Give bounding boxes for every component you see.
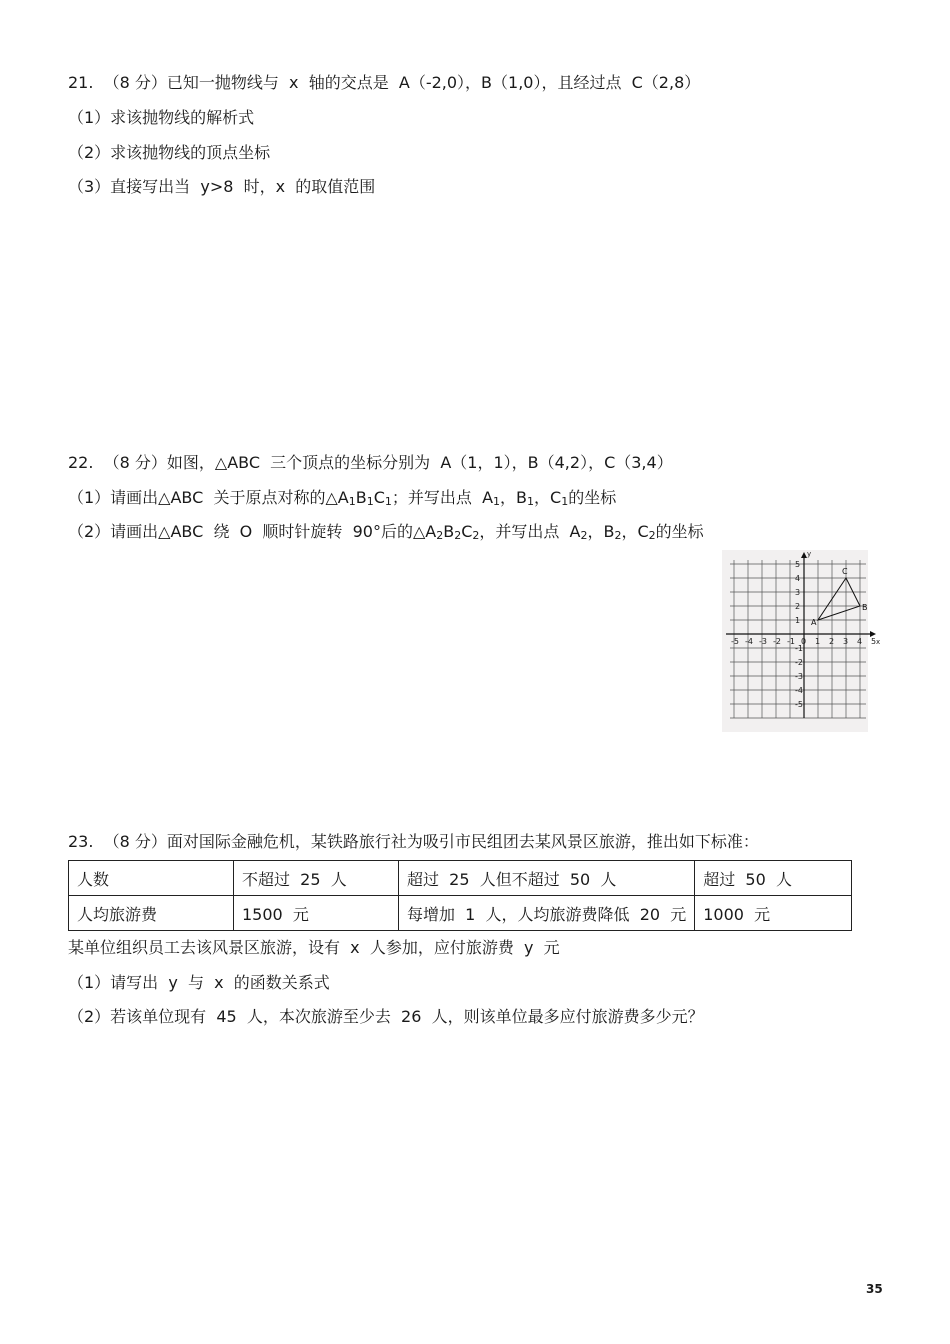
y-tick-label: 1 (795, 616, 801, 625)
x-tick-label: -2 (773, 637, 781, 646)
q23-part2: （2）若该单位现有 45 人，本次旅游至少去 26 人，则该单位最多应付旅游费多少元？ (68, 1007, 704, 1026)
table-cell: 超过 50 人 (695, 861, 852, 896)
table-cell: 人均旅游费 (69, 896, 234, 931)
table-cell: 1500 元 (234, 896, 399, 931)
y-tick-label: -3 (795, 672, 803, 681)
x-axis-label: x (876, 638, 881, 646)
table-row (69, 896, 852, 931)
y-tick-label: -4 (795, 686, 803, 695)
table-cell: 人数 (69, 861, 234, 896)
x-tick-label: -5 (731, 637, 739, 646)
y-axis-label: y (807, 550, 812, 558)
table-cell: 1000 元 (695, 896, 852, 931)
pricing-table (68, 860, 852, 931)
y-tick-label: -5 (795, 700, 803, 709)
x-tick-label: -1 (787, 637, 795, 646)
table-cell: 每增加 1 人，人均旅游费降低 20 元 (399, 896, 695, 931)
x-tick-label: -4 (745, 637, 753, 646)
q21-part2: （2）求该抛物线的顶点坐标 (68, 143, 271, 162)
point-label-c: C (842, 567, 848, 576)
q21-part1: （1）求该抛物线的解析式 (68, 108, 255, 127)
y-tick-label: 2 (795, 602, 801, 611)
x-tick-label: 3 (843, 637, 849, 646)
table-cell: 超过 25 人但不超过 50 人 (399, 861, 695, 896)
x-tick-label: 0 (801, 637, 807, 646)
point-label-b: B (862, 603, 868, 612)
coordinate-grid-figure (722, 550, 881, 732)
x-tick-label: 4 (857, 637, 863, 646)
q23-part1: （1）请写出 y 与 x 的函数关系式 (68, 973, 330, 992)
y-tick-label: 5 (795, 560, 801, 569)
page-number: 35 (866, 1282, 883, 1296)
triangle-abc (818, 578, 860, 620)
q23-title: 23. （8 分）面对国际金融危机，某铁路旅行社为吸引市民组团去某风景区旅游，推出如下标准： (68, 832, 759, 851)
y-tick-label: 4 (795, 574, 801, 583)
point-label-a: A (811, 618, 817, 627)
y-tick-label: -1 (795, 644, 803, 653)
coordinate-grid (722, 550, 881, 732)
y-tick-label: 3 (795, 588, 801, 597)
q21-part3: （3）直接写出当 y>8 时，x 的取值范围 (68, 177, 376, 196)
table-row (69, 861, 852, 896)
table-cell: 不超过 25 人 (234, 861, 399, 896)
x-tick-label: 2 (829, 637, 835, 646)
q22-title: 22. （8 分）如图，△ABC 三个顶点的坐标分别为 A（1，1），B（4,2），C（3,4） (68, 453, 673, 472)
y-tick-label: -2 (795, 658, 803, 667)
q23-setup: 某单位组织员工去该风景区旅游，设有 x 人参加，应付旅游费 y 元 (68, 938, 560, 957)
q22-part1: （1）请画出△ABC 关于原点对称的△A1B1C1；并写出点 A1，B1，C1的坐标 (68, 488, 617, 508)
q21-title: 21. （8 分）已知一抛物线与 x 轴的交点是 A（-2,0），B（1,0），且经过点 C（2,8） (68, 73, 701, 92)
x-tick-label: -3 (759, 637, 767, 646)
x-tick-label: 5 (871, 637, 877, 646)
q22-part2: （2）请画出△ABC 绕 O 顺时针旋转 90°后的△A2B2C2，并写出点 A2，B2，C2的坐标 (68, 522, 704, 542)
x-tick-label: 1 (815, 637, 821, 646)
